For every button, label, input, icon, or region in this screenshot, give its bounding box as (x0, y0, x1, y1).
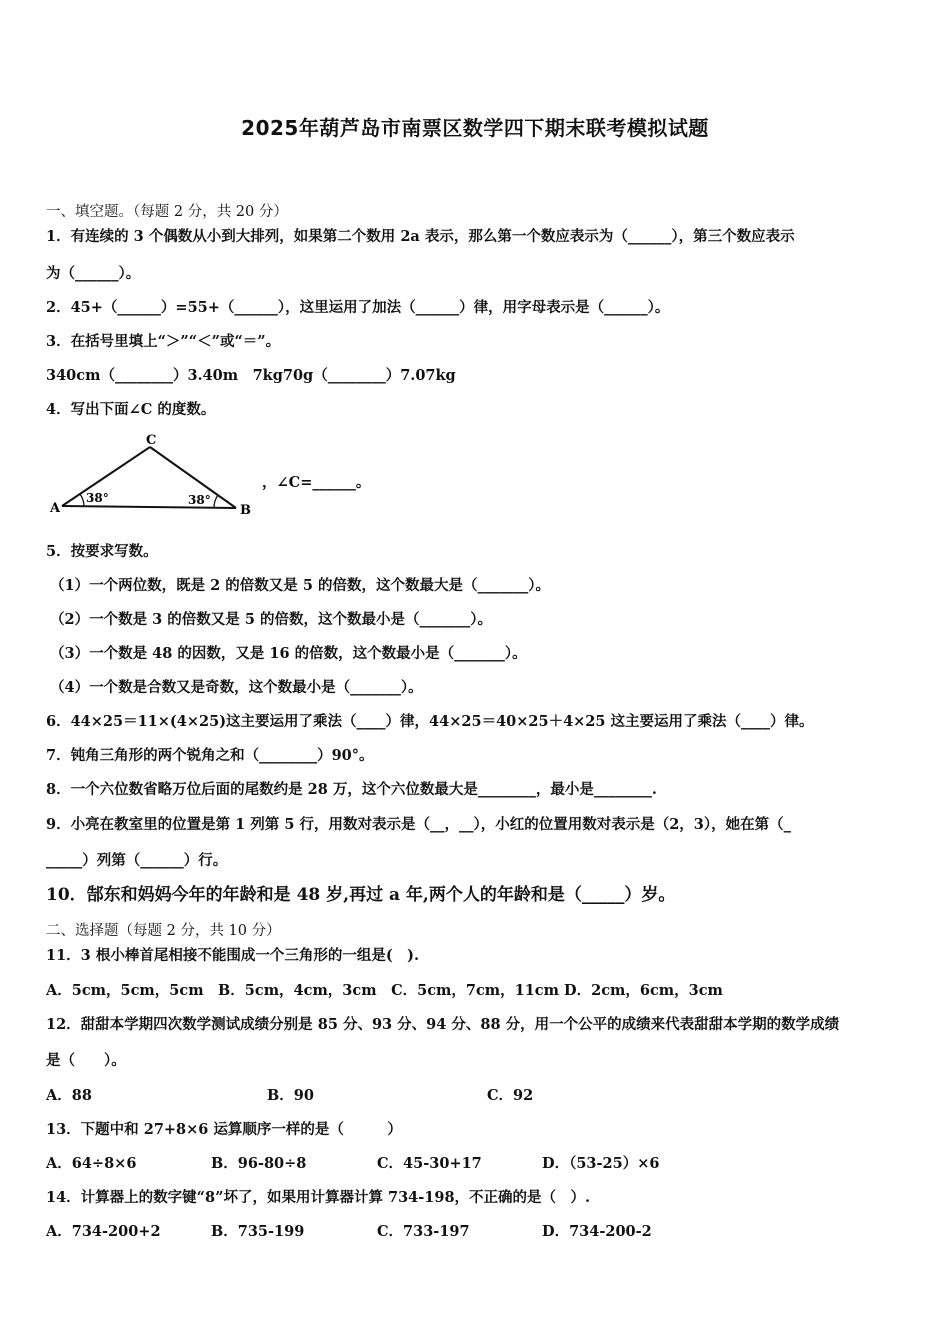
question-14: 14．计算器上的数字键“8”坏了，如果用计算器计算 734-198，不正确的是（ ）. (46, 1189, 591, 1206)
angle-b-label: 38° (188, 493, 211, 507)
question-14-option-c: C．733-197 (377, 1223, 470, 1240)
question-13-option-d: D．（53-25）×6 (542, 1155, 660, 1172)
question-12-line-2: 是（ ）。 (46, 1052, 126, 1069)
question-7: 7．钝角三角形的两个锐角之和（________）90°。 (46, 747, 374, 764)
question-5-1: （1）一个两位数，既是 2 的倍数又是 5 的倍数，这个数最大是（_______）。 (50, 577, 550, 594)
triangle-figure (48, 430, 258, 522)
question-8: 8．一个六位数省略万位后面的尾数约是 28 万，这个六位数最大是________，最小是________. (46, 781, 657, 798)
question-1-line-1: 1．有连续的 3 个偶数从小到大排列，如果第二个数用 2a 表示，那么第一个数应表示为（______），第三个数应表示 (46, 228, 795, 245)
question-14-option-a: A．734-200+2 (46, 1223, 161, 1240)
section-heading-choice: 二、选择题（每题 2 分，共 10 分） (46, 923, 281, 939)
question-3: 3．在括号里填上“＞”“＜”或“＝”。 (46, 333, 281, 350)
question-14-option-b: B．735-199 (211, 1223, 305, 1240)
question-13-option-a: A．64÷8×6 (46, 1155, 137, 1172)
question-9-line-1: 9．小亮在教室里的位置是第 1 列第 5 行，用数对表示是（__，__），小红的位置用数对表示是（2，3），她在第（_ (46, 816, 791, 833)
angle-b-arc (214, 495, 218, 508)
section-heading-fill-blank: 一、填空题。（每题 2 分，共 20 分） (46, 204, 288, 220)
question-9-line-2: _____）列第（______）行。 (46, 852, 228, 869)
question-12-option-c: C．92 (487, 1087, 534, 1104)
question-4: 4．写出下面∠C 的度数。 (46, 401, 216, 418)
question-6: 6．44×25＝11×(4×25)这主要运用了乘法（____）律，44×25＝40×25＋4×25 这主要运用了乘法（____）律。 (46, 713, 814, 730)
question-5-2: （2）一个数是 3 的倍数又是 5 的倍数，这个数最小是（_______）。 (50, 611, 492, 628)
question-11-options: A．5cm，5cm，5cm B．5cm，4cm，3cm C．5cm，7cm，11cm D．2cm，6cm，3cm (46, 982, 723, 999)
vertex-c-label: C (146, 433, 157, 448)
question-13-option-c: C．45-30+17 (377, 1155, 482, 1172)
question-12-line-1: 12．甜甜本学期四次数学测试成绩分别是 85 分、93 分、94 分、88 分，用一个公平的成绩来代表甜甜本学期的数学成绩 (46, 1016, 840, 1033)
angle-a-arc (80, 494, 84, 506)
question-5: 5．按要求写数。 (46, 543, 158, 560)
question-13: 13．下题中和 27+8×6 运算顺序一样的是（ ） (46, 1121, 402, 1138)
question-5-4: （4）一个数是合数又是奇数，这个数最小是（_______）。 (50, 679, 423, 696)
question-4-answer: ，∠C=______。 (262, 474, 371, 491)
question-1-line-2: 为（______）。 (46, 265, 141, 282)
vertex-a-label: A (50, 501, 61, 516)
question-5-3: （3）一个数是 48 的因数，又是 16 的倍数，这个数最小是（_______）。 (50, 645, 527, 662)
question-14-option-d: D．734-200-2 (542, 1223, 652, 1240)
question-12-option-b: B．90 (267, 1087, 314, 1104)
question-2: 2．45+（______）=55+（______），这里运用了加法（______）律，用字母表示是（______）。 (46, 299, 670, 316)
angle-a-label: 38° (86, 491, 109, 505)
vertex-b-label: B (240, 503, 251, 518)
question-13-option-b: B．96-80÷8 (211, 1155, 307, 1172)
question-11: 11．3 根小棒首尾相接不能围成一个三角形的一组是( ). (46, 947, 420, 964)
question-12-option-a: A．88 (46, 1087, 92, 1104)
question-3-items: 340cm（________）3.40m 7kg70g（________）7.07kg (46, 367, 456, 384)
question-10: 10．郜东和妈妈今年的年龄和是 48 岁,再过 a 年,两个人的年龄和是（_____）岁。 (46, 885, 676, 905)
page-title: 2025年葫芦岛市南票区数学四下期末联考模拟试题 (241, 116, 709, 140)
